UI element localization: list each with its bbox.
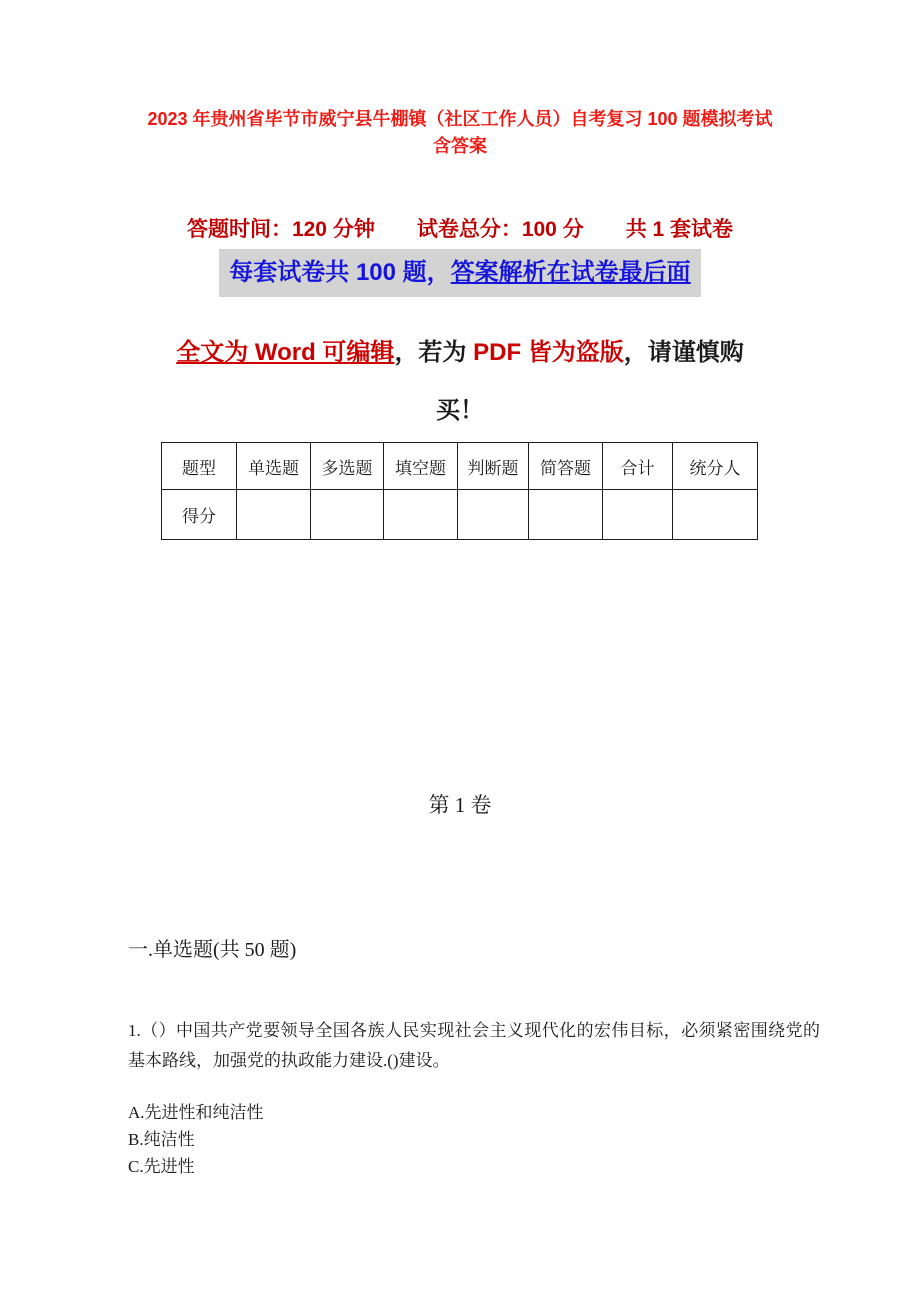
question-1-text: 1.（）中国共产党要领导全国各族人民实现社会主义现代化的宏伟目标，必须紧密围绕党的基本路线，加强党的执政能力建设.()建设。 [128,1021,820,1070]
score-cell [673,490,758,540]
score-table-header-cell: 简答题 [529,443,603,490]
notice-sep1: ，若为 [394,339,474,366]
score-cell [237,490,311,540]
score-table-header-cell: 填空题 [384,443,458,490]
purchase-notice [0,324,920,440]
question-1-option-b: B.纯洁性 [128,1130,195,1149]
score-cell [384,490,458,540]
score-cell [458,490,529,540]
exam-rules-highlight [219,249,700,297]
score-cell [529,490,603,540]
document-title-line1: 2023 年贵州省毕节市威宁县牛棚镇（社区工作人员）自考复习 100 题模拟考试 [147,109,773,129]
question-1-option-a: A.先进性和纯洁性 [128,1103,264,1122]
exam-meta-line: 答题时间：120 分钟 试卷总分：100 分 共 1 套试卷 [186,218,734,241]
exam-rules-line [0,249,920,297]
score-table-header-row [162,443,758,490]
score-table [161,442,758,540]
section-heading: 一.单选题(共 50 题) [128,939,297,961]
score-row-label: 得分 [162,490,237,540]
score-table-header-cell: 判断题 [458,443,529,490]
question-1-option-c: C.先进性 [128,1157,195,1176]
score-table-header-cell: 单选题 [237,443,311,490]
pdf-pirated-text: PDF 皆为盗版 [473,339,624,366]
question-1-options [128,1099,264,1180]
exam-rules-prefix: 每套试卷共 100 题， [229,259,451,286]
score-table-header-cell: 多选题 [311,443,384,490]
score-table-header-cell: 合计 [603,443,673,490]
notice-tail2: 买！ [436,397,484,424]
score-cell [311,490,384,540]
score-table-header-cell: 题型 [162,443,237,490]
document-title [0,106,920,160]
volume-heading: 第 1 卷 [428,793,492,817]
answer-analysis-link[interactable]: 答案解析在试卷最后面 [450,259,691,286]
notice-tail1: ，请谨慎购 [623,339,744,366]
score-table-header-cell: 统分人 [673,443,758,490]
word-editable-text: 全文为 Word 可编辑 [176,339,395,366]
document-title-line2: 含答案 [433,136,487,156]
score-cell [603,490,673,540]
score-table-score-row [162,490,758,540]
